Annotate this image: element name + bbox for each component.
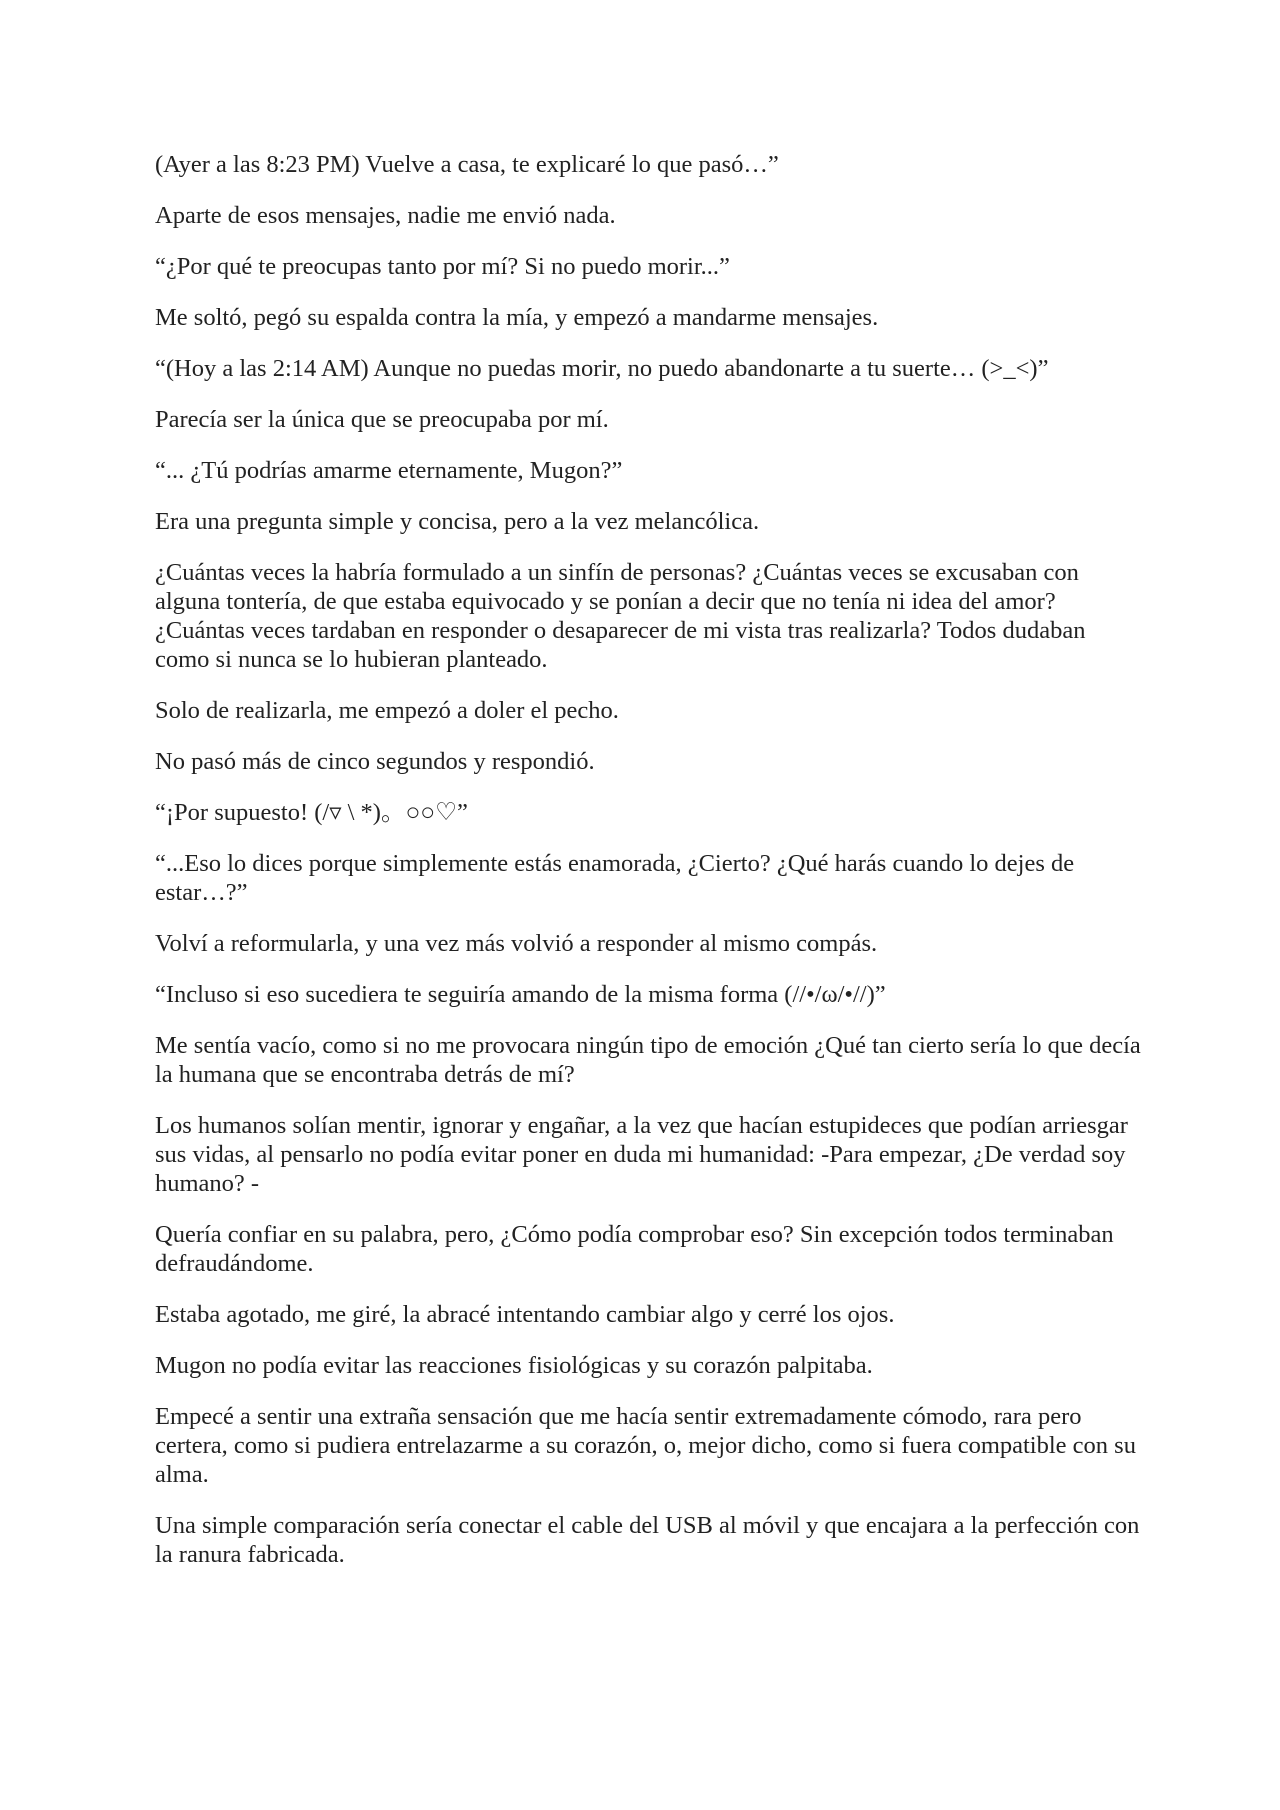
paragraph: Me soltó, pegó su espalda contra la mía, y empezó a mandarme mensajes.: [155, 304, 879, 331]
paragraph: Volví a reformularla, y una vez más volvió a responder al mismo compás.: [155, 930, 878, 957]
paragraph: No pasó más de cinco segundos y respondió.: [155, 748, 595, 775]
paragraph: Empecé a sentir una extraña sensación que me hacía sentir extremadamente cómodo, rara pero certera, como si pudiera entrelazarme a su corazón, o, mejor dicho, como si fuera compatible con su alma.: [155, 1403, 1136, 1488]
document-body: [155, 150, 1145, 1591]
paragraph: “... ¿Tú podrías amarme eternamente, Mugon?”: [155, 457, 623, 484]
paragraph: “(Hoy a las 2:14 AM) Aunque no puedas morir, no puedo abandonarte a tu suerte… (>_<)”: [155, 355, 1049, 382]
paragraph: Parecía ser la única que se preocupaba por mí.: [155, 406, 609, 433]
paragraph: Era una pregunta simple y concisa, pero a la vez melancólica.: [155, 508, 760, 535]
paragraph: “Incluso si eso sucediera te seguiría amando de la misma forma (//•/ω/•//)”: [155, 981, 886, 1008]
paragraph: “...Eso lo dices porque simplemente estás enamorada, ¿Cierto? ¿Qué harás cuando lo dejes de estar…?”: [155, 850, 1075, 906]
paragraph: Quería confiar en su palabra, pero, ¿Cómo podía comprobar eso? Sin excepción todos terminaban defraudándome.: [155, 1221, 1114, 1277]
paragraph: Aparte de esos mensajes, nadie me envió nada.: [155, 202, 616, 229]
paragraph: (Ayer a las 8:23 PM) Vuelve a casa, te explicaré lo que pasó…”: [155, 151, 779, 178]
paragraph: ¿Cuántas veces la habría formulado a un sinfín de personas? ¿Cuántas veces se excusaban con alguna tontería, de que estaba equivocado y se ponían a decir que no tenía ni idea del amor? ¿Cuántas veces tardaban en responder o desaparecer de mi vista tras realizarla? Todos dudaban como si nunca se lo hubieran planteado.: [155, 559, 1086, 673]
paragraph: Una simple comparación sería conectar el cable del USB al móvil y que encajara a la perfección con la ranura fabricada.: [155, 1512, 1140, 1568]
paragraph: Me sentía vacío, como si no me provocara ningún tipo de emoción ¿Qué tan cierto sería lo que decía la humana que se encontraba detrás de mí?: [155, 1032, 1141, 1088]
paragraph: Mugon no podía evitar las reacciones fisiológicas y su corazón palpitaba.: [155, 1352, 873, 1379]
paragraph: Los humanos solían mentir, ignorar y engañar, a la vez que hacían estupideces que podían arriesgar sus vidas, al pensarlo no podía evitar poner en duda mi humanidad: -Para empezar, ¿De verdad soy humano? -: [155, 1112, 1128, 1197]
paragraph: “¿Por qué te preocupas tanto por mí? Si no puedo morir...”: [155, 253, 730, 280]
paragraph: Estaba agotado, me giré, la abracé intentando cambiar algo y cerré los ojos.: [155, 1301, 895, 1328]
paragraph: “¡Por supuesto! (/▿ \ *)。○○♡”: [155, 799, 468, 826]
paragraph: Solo de realizarla, me empezó a doler el pecho.: [155, 697, 619, 724]
